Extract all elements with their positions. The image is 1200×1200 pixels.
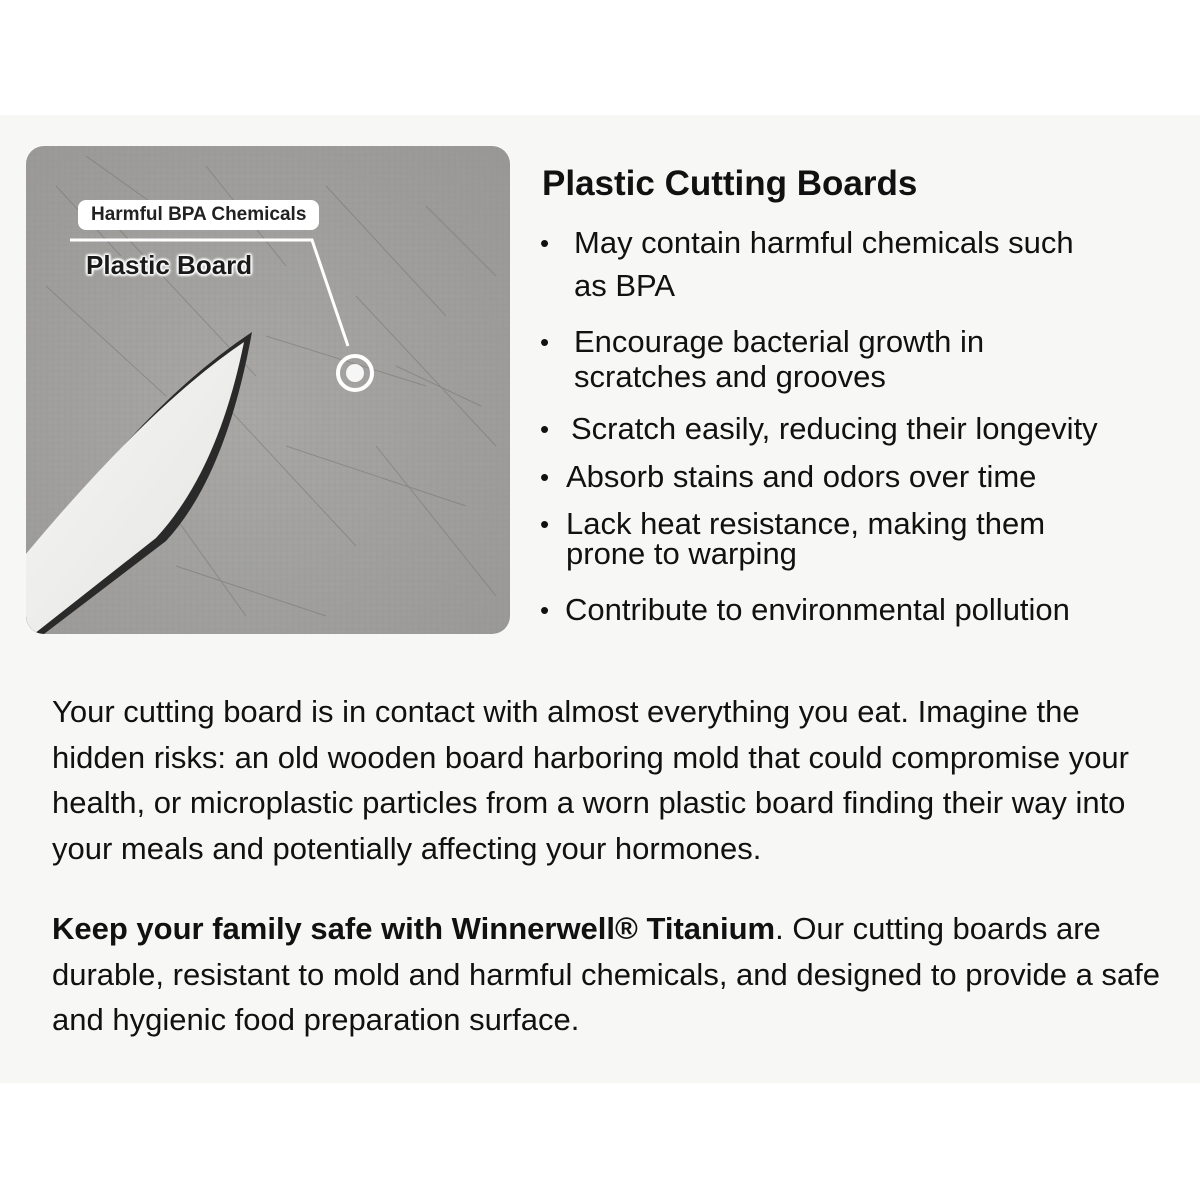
bullet-dot-icon: • [540,509,550,539]
bullet-dot-icon: • [540,327,550,357]
callout-board-label: Plastic Board [86,250,253,280]
bullet-text: as BPA [574,268,676,303]
bullet-dot-icon: • [540,228,550,258]
bullet-text: Scratch easily, reducing their longevity [571,411,1098,446]
brand-paragraph [52,906,1162,1043]
bullet-text: scratches and grooves [574,359,886,394]
bullet-dot-icon: • [540,414,550,444]
section-heading: Plastic Cutting Boards [542,164,918,203]
intro-paragraph: Your cutting board is in contact with almost everything you eat. Imagine the hidden risks: an old wooden board harboring mold that could compromise your health, or microplastic particles from a worn plastic board finding their way into your meals and potentially affecting your hormones. [52,694,1129,866]
bullet-dot-icon: • [540,462,550,492]
bullet-dot-icon: • [540,595,550,625]
bullet-text: Lack heat resistance, making them [566,506,1046,541]
bullet-text: May contain harmful chemicals such [574,225,1074,260]
brand-details: . Our cutting boards are durable, resistant to mold and harmful chemicals, and designed to provide a safe and hygienic food preparation surface. [52,911,1161,1037]
bullet-text: prone to warping [566,536,797,571]
brand-statement: Keep your family safe with Winnerwell® Titanium [52,911,776,946]
bullet-text: Absorb stains and odors over time [566,459,1037,494]
callout-bpa-label: Harmful BPA Chemicals [78,200,319,230]
bullet-text: Encourage bacterial growth in [574,324,985,359]
bullet-text: Contribute to environmental pollution [565,592,1070,627]
